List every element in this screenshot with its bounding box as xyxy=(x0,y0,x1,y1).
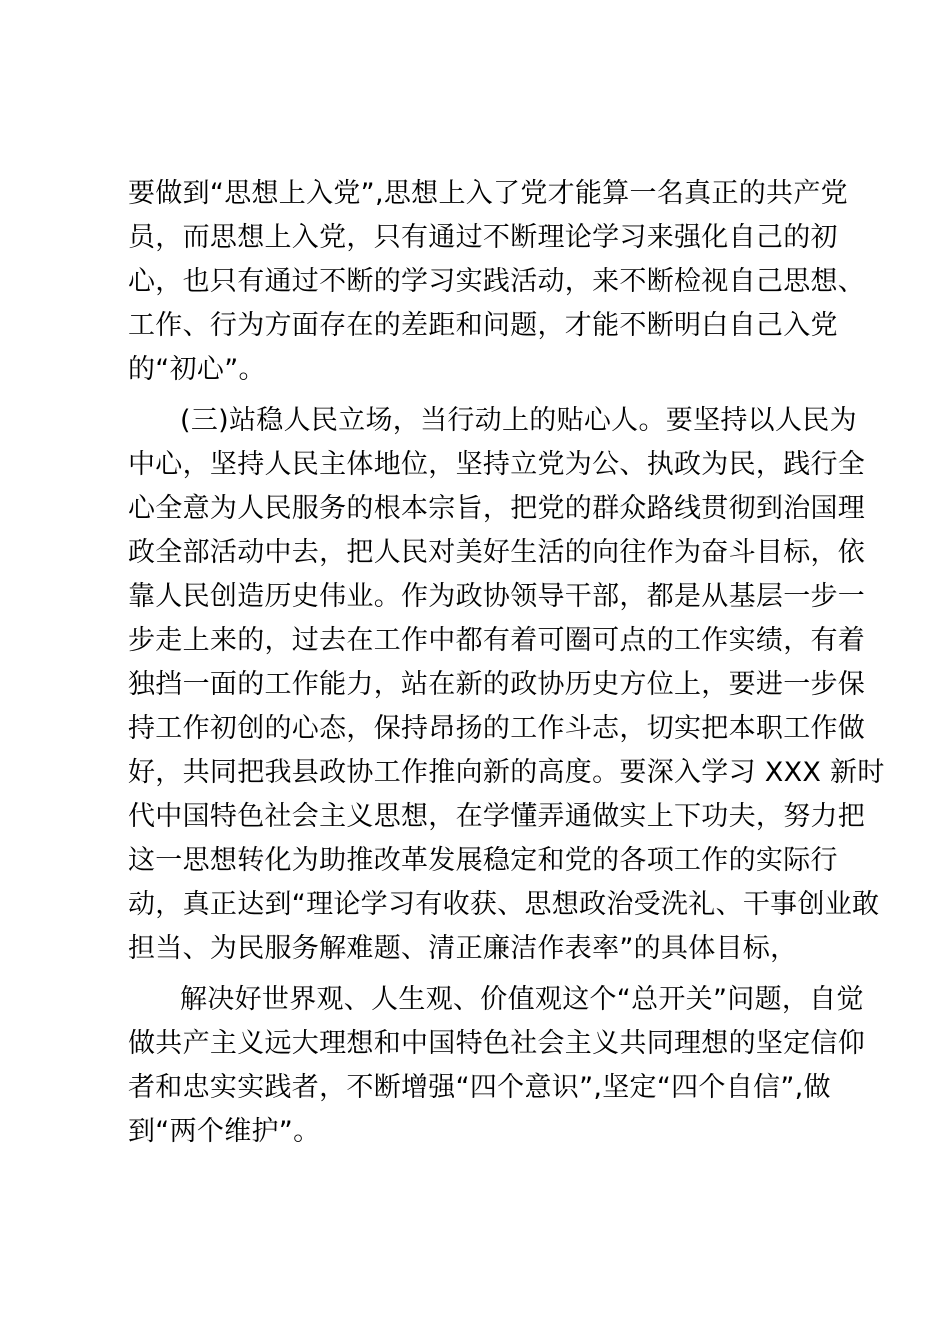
text-line: 工作、行为方面存在的差距和问题，才能不断明白自己入党 xyxy=(128,310,838,341)
text-line: 心，也只有通过不断的学习实践活动，来不断检视自己思想、 xyxy=(128,266,866,297)
text-line: 心全意为人民服务的根本宗旨，把党的群众路线贯彻到治国理 xyxy=(128,493,866,524)
text-line: 政全部活动中去，把人民对美好生活的向往作为奋斗目标，依 xyxy=(128,537,866,568)
text-line: 到“两个维护”。 xyxy=(128,1116,321,1147)
text-line: 做共产主义远大理想和中国特色社会主义共同理想的坚定信仰 xyxy=(128,1028,866,1059)
text-line: 这一思想转化为助推改革发展稳定和党的各项工作的实际行 xyxy=(128,845,838,876)
text-line: 的“初心”。 xyxy=(128,354,266,385)
paragraph-start-line: (三)站稳人民立场，当行动上的贴心人。要坚持以人民为 xyxy=(180,405,857,436)
text-line: 独挡一面的工作能力，站在新的政协历史方位上，要进一步保 xyxy=(128,669,866,700)
text-line: 中心，坚持人民主体地位，坚持立党为公、执政为民，践行全 xyxy=(128,449,866,480)
text-line: 靠人民创造历史伟业。作为政协领导干部，都是从基层一步一 xyxy=(128,581,866,612)
text-line: 步走上来的，过去在工作中都有着可圈可点的工作实绩，有着 xyxy=(128,625,866,656)
text-line: 者和忠实实践者，不断增强“四个意识”,坚定“四个自信”,做 xyxy=(128,1072,831,1103)
text-line: 好，共同把我县政协工作推向新的高度。要深入学习 XXX 新时 xyxy=(128,757,885,788)
text-line: 担当、为民服务解难题、清正廉洁作表率”的具体目标， xyxy=(128,933,798,964)
text-line: 持工作初创的心态，保持昂扬的工作斗志，切实把本职工作做 xyxy=(128,713,866,744)
text-line: 动，真正达到“理论学习有收获、思想政治受洗礼、干事创业敢 xyxy=(128,889,880,920)
paragraph-start-line: 解决好世界观、人生观、价值观这个“总开关”问题，自觉 xyxy=(180,984,864,1015)
text-line: 代中国特色社会主义思想，在学懂弄通做实上下功夫，努力把 xyxy=(128,801,866,832)
text-line: 要做到“思想上入党”,思想上入了党才能算一名真正的共产党 xyxy=(128,178,848,209)
text-line: 员，而思想上入党，只有通过不断理论学习来强化自己的初 xyxy=(128,222,838,253)
